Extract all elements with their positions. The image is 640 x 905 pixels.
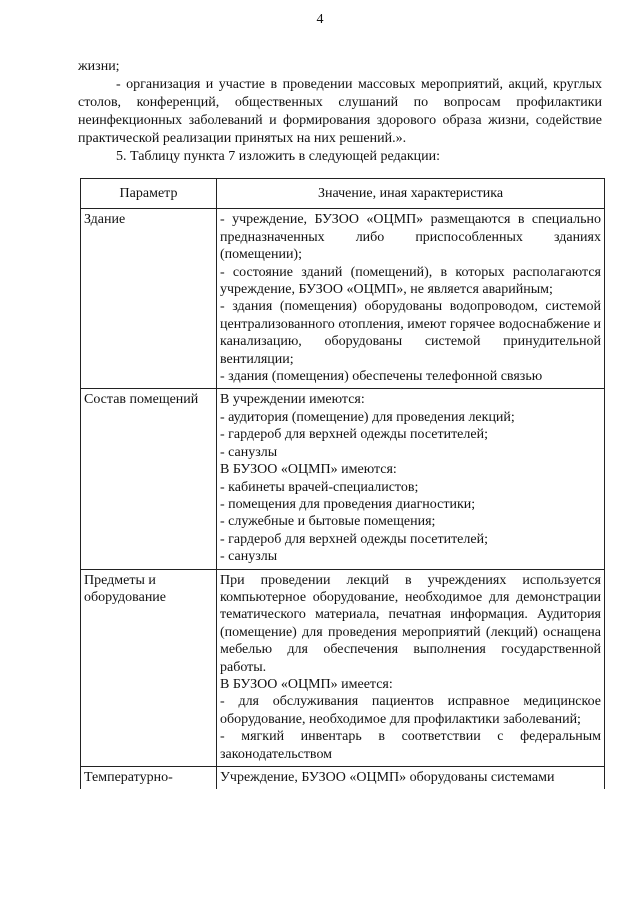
value-line: - помещения для проведения диагностики;	[220, 496, 476, 512]
value-cell	[217, 389, 605, 569]
value-line: - учреждение, БУЗОО «ОЦМП» размещаются в специально предназначенных либо приспособленных зданиях (помещении);	[220, 212, 601, 263]
column-header-parameter: Параметр	[81, 179, 217, 209]
intro-text	[78, 58, 602, 166]
intro-line: жизни;	[78, 59, 120, 74]
value-line: - кабинеты врачей-специалистов;	[220, 479, 419, 495]
table-row	[81, 389, 605, 569]
column-header-value: Значение, иная характеристика	[217, 179, 605, 209]
value-line: В учреждении имеются:	[220, 392, 365, 408]
value-line: - для обслуживания пациентов исправное медицинское оборудование, необходимое для профилактики заболеваний;	[220, 694, 601, 727]
value-line: - аудитория (помещение) для проведения лекций;	[220, 409, 515, 425]
value-line: - гардероб для верхней одежды посетителей;	[220, 427, 488, 443]
value-cell	[217, 767, 605, 790]
amendment-paragraph: 5. Таблицу пункта 7 изложить в следующей редакции:	[116, 149, 441, 164]
parameters-table	[80, 178, 605, 789]
value-line: В БУЗОО «ОЦМП» имеются:	[220, 462, 397, 478]
value-line: - здания (помещения) обеспечены телефонной связью	[220, 369, 543, 385]
value-line: - здания (помещения) оборудованы водопроводом, системой централизованного отопления, имеют горячее водоснабжение и канализацию, оборудованы системой принудительной вентиляции;	[220, 299, 601, 367]
parameter-cell: Состав помещений	[81, 389, 217, 569]
intro-paragraph: - организация и участие в проведении массовых мероприятий, акций, круглых столов, конференций, общественных слушаний по вопросам профилактики неинфекционных заболеваний и формирования здорового образа жизни, содействие практической реализации принятых на них решений.».	[78, 77, 602, 146]
value-line: В БУЗОО «ОЦМП» имеется:	[220, 676, 393, 692]
table-row	[81, 569, 605, 766]
parameter-cell: Предметы и оборудование	[81, 569, 217, 766]
table-row	[81, 209, 605, 389]
parameter-cell: Здание	[81, 209, 217, 389]
value-cell	[217, 569, 605, 766]
table-header-row	[81, 179, 605, 209]
value-line: - состояние зданий (помещений), в которых располагаются учреждение, БУЗОО «ОЦМП», не является аварийным;	[220, 264, 601, 298]
value-line: - гардероб для верхней одежды посетителей;	[220, 531, 488, 547]
page-number: 4	[316, 12, 324, 27]
parameter-cell: Температурно-	[81, 767, 217, 790]
table-row	[81, 767, 605, 790]
value-line: При проведении лекций в учреждениях используется компьютерное оборудование, необходимое для демонстрации тематического материала, печатная информация. Аудитория (помещение) для проведения мероприятий (лекций) оснащена мебелью для обеспечения выполнения государственной работы.	[220, 572, 601, 675]
value-line: Учреждение, БУЗОО «ОЦМП» оборудованы системами	[220, 770, 555, 785]
value-line: - санузлы	[220, 444, 278, 460]
value-line: - служебные и бытовые помещения;	[220, 514, 436, 530]
value-line: - санузлы	[220, 549, 278, 565]
value-line: - мягкий инвентарь в соответствии с федеральным законодательством	[220, 729, 601, 762]
value-cell	[217, 209, 605, 389]
